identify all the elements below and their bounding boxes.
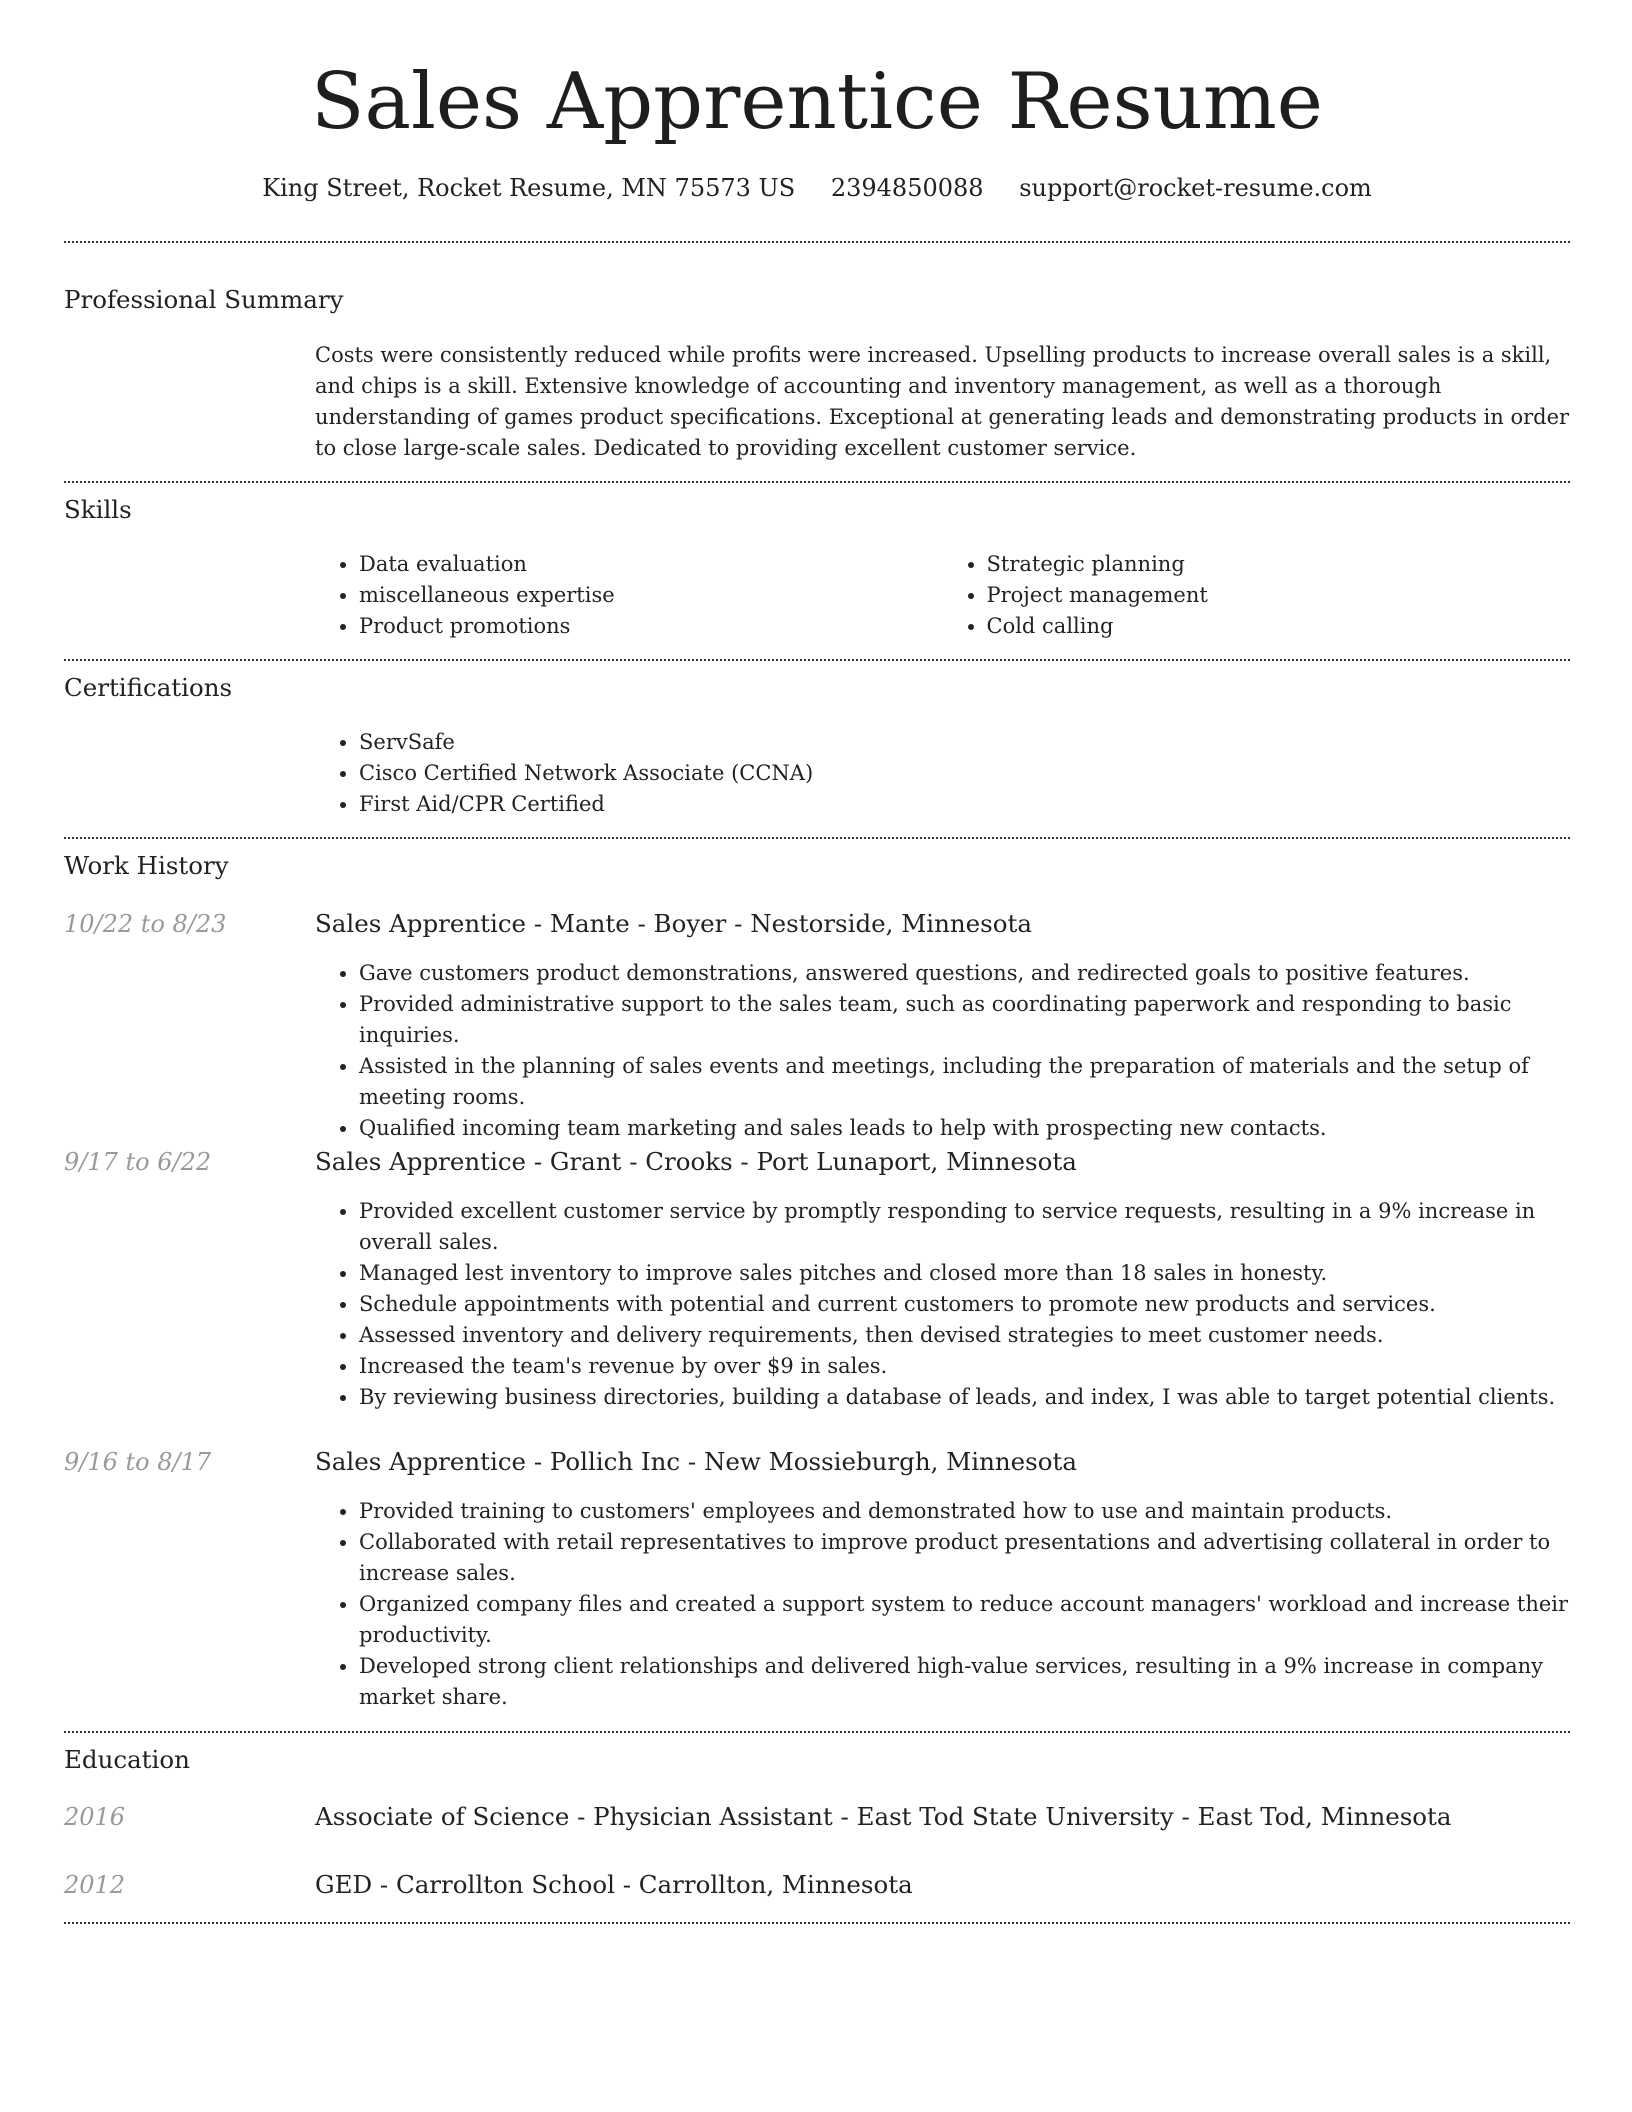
job-dates: 9/17 to 6/22 (64, 1148, 212, 1176)
certifications-block (315, 727, 1570, 820)
divider (64, 1922, 1570, 1924)
job-bullet: • Provided excellent customer service by promptly responding to service requests, resulting in a 9% increase in overall sales. (359, 1196, 1570, 1258)
job-bullet: • By reviewing business directories, building a database of leads, and index, I was able to target potential clients. (359, 1382, 1570, 1413)
job-bullet: • Organized company files and created a support system to reduce account managers' workload and increase their productivity. (359, 1589, 1570, 1651)
education-year: 2012 (64, 1871, 126, 1899)
job-bullet: • Assisted in the planning of sales events and meetings, including the preparation of materials and the setup of meeting rooms. (359, 1051, 1570, 1113)
job-heading: Sales Apprentice - Grant - Crooks - Port Lunaport, Minnesota (315, 1147, 1077, 1176)
certifications-list (315, 727, 1570, 820)
skill-item: • Strategic planning (987, 549, 1571, 580)
certification-item: • First Aid/CPR Certified (359, 789, 1570, 820)
job-bullet: • Assessed inventory and delivery requirements, then devised strategies to meet customer needs. (359, 1320, 1570, 1351)
summary-text: Costs were consistently reduced while profits were increased. Upselling products to increase overall sales is a skill, and chips is a skill. Extensive knowledge of accounting and inventory management, as well as a thorough understanding of games product specifications. Exceptional at generating leads and demonstrating products in order to close large-scale sales. Dedicated to providing excellent customer service. (315, 343, 1570, 460)
job-bullets (315, 1196, 1570, 1413)
section-title-education: Education (64, 1745, 190, 1774)
divider (64, 659, 1570, 661)
job-bullet: • Collaborated with retail representatives to improve product presentations and advertising collateral in order to increase sales. (359, 1527, 1570, 1589)
skill-item: • Product promotions (359, 611, 943, 642)
skill-item: • Data evaluation (359, 549, 943, 580)
job-bullet: • Developed strong client relationships and delivered high-value services, resulting in a 9% increase in company market share. (359, 1651, 1570, 1713)
job-bullet: • Schedule appointments with potential and current customers to promote new products and services. (359, 1289, 1570, 1320)
contact-email[interactable]: support@rocket-resume.com (1019, 174, 1372, 202)
job-bullet: • Qualified incoming team marketing and sales leads to help with prospecting new contacts. (359, 1113, 1570, 1144)
job-bullets-block (315, 1496, 1570, 1713)
divider (64, 1731, 1570, 1733)
skill-item: • Project management (987, 580, 1571, 611)
section-title-work-history: Work History (64, 851, 229, 880)
section-title-skills: Skills (64, 495, 132, 524)
divider (64, 241, 1570, 243)
job-heading: Sales Apprentice - Pollich Inc - New Mossieburgh, Minnesota (315, 1447, 1077, 1476)
job-bullet: • Provided administrative support to the sales team, such as coordinating paperwork and responding to basic inquiries. (359, 989, 1570, 1051)
skill-item: • Cold calling (987, 611, 1571, 642)
certification-item: • ServSafe (359, 727, 1570, 758)
section-title-certifications: Certifications (64, 673, 233, 702)
divider (64, 837, 1570, 839)
skills-list-left (315, 549, 943, 642)
job-bullet: • Gave customers product demonstrations, answered questions, and redirected goals to positive features. (359, 958, 1570, 989)
job-bullet: • Managed lest inventory to improve sales pitches and closed more than 18 sales in honesty. (359, 1258, 1570, 1289)
certification-item: • Cisco Certified Network Associate (CCNA) (359, 758, 1570, 789)
contact-phone: 2394850088 (830, 174, 984, 202)
contact-address: King Street, Rocket Resume, MN 75573 US (262, 174, 796, 202)
education-year: 2016 (64, 1803, 126, 1831)
education-entry: GED - Carrollton School - Carrollton, Minnesota (315, 1870, 913, 1899)
job-bullet: • Provided training to customers' employees and demonstrated how to use and maintain products. (359, 1496, 1570, 1527)
job-bullets (315, 958, 1570, 1144)
skills-block (315, 549, 1570, 642)
resume-title: Sales Apprentice Resume (311, 57, 1323, 147)
job-dates: 9/16 to 8/17 (64, 1448, 212, 1476)
job-bullets-block (315, 958, 1570, 1144)
job-heading: Sales Apprentice - Mante - Boyer - Nestorside, Minnesota (315, 909, 1032, 938)
contact-line (64, 170, 1570, 206)
job-bullets-block (315, 1196, 1570, 1413)
job-bullets (315, 1496, 1570, 1713)
job-dates: 10/22 to 8/23 (64, 910, 227, 938)
summary-block (315, 340, 1570, 464)
skill-item: • miscellaneous expertise (359, 580, 943, 611)
job-bullet: • Increased the team's revenue by over $9 in sales. (359, 1351, 1570, 1382)
skills-list-right (943, 549, 1571, 642)
divider (64, 481, 1570, 483)
education-entry: Associate of Science - Physician Assistant - East Tod State University - East Tod, Minnesota (315, 1802, 1452, 1831)
section-title-summary: Professional Summary (64, 285, 344, 314)
